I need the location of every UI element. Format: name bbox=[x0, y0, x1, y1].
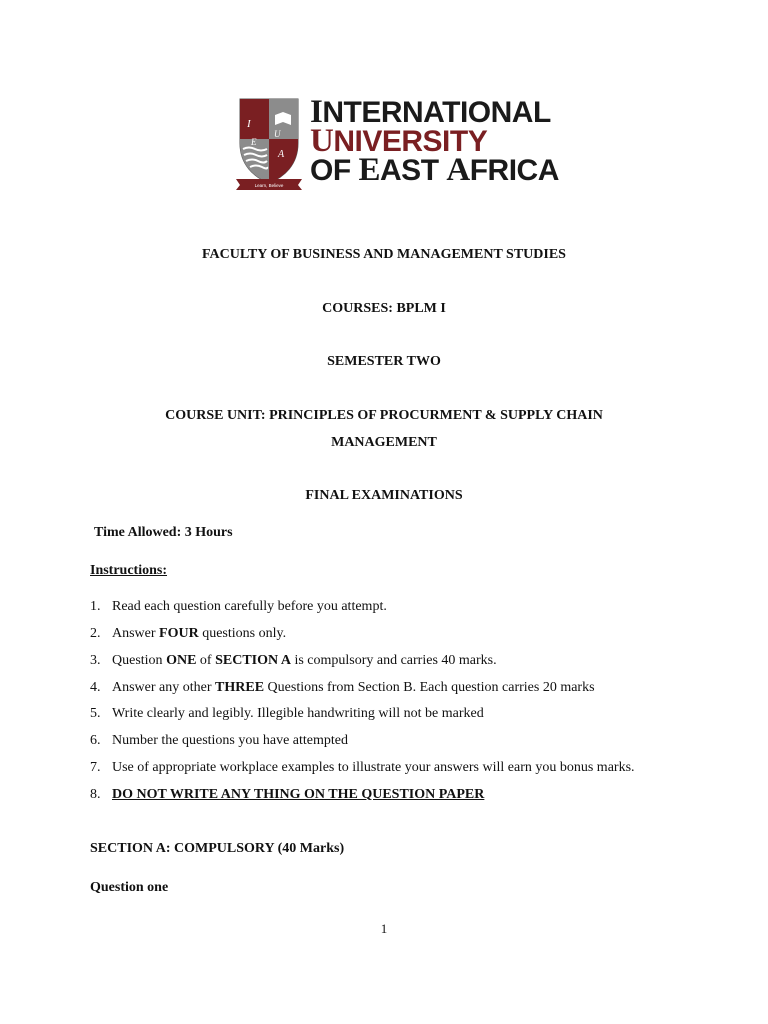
courses-heading: COURSES: BPLM I bbox=[322, 301, 446, 316]
exam-type-heading: FINAL EXAMINATIONS bbox=[305, 488, 463, 503]
instruction-item: 2. Answer FOUR questions only. bbox=[90, 626, 287, 641]
logo-text-university: UNIVERSITY bbox=[310, 123, 488, 159]
instruction-item: 4. Answer any other THREE Questions from Section B. Each question carries 20 marks bbox=[90, 680, 595, 695]
instruction-item: 3. Question ONE of SECTION A is compulsory and carries 40 marks. bbox=[90, 653, 497, 668]
question-one-heading: Question one bbox=[90, 880, 169, 895]
faculty-heading: FACULTY OF BUSINESS AND MANAGEMENT STUDIES bbox=[202, 247, 566, 262]
section-a-heading: SECTION A: COMPULSORY (40 Marks) bbox=[90, 841, 345, 856]
logo-text-of-east-africa: OF EAST AFRICA bbox=[310, 152, 559, 188]
instruction-item: 8. DO NOT WRITE ANY THING ON THE QUESTION PAPER bbox=[90, 787, 485, 802]
instruction-item: 5. Write clearly and legibly. Illegible handwriting will not be marked bbox=[90, 706, 484, 721]
time-allowed: Time Allowed: 3 Hours bbox=[94, 525, 233, 540]
course-unit-heading-line1: COURSE UNIT: PRINCIPLES OF PROCURMENT & SUPPLY CHAIN bbox=[165, 408, 603, 423]
course-unit-heading-line2: MANAGEMENT bbox=[331, 435, 437, 450]
semester-heading: SEMESTER TWO bbox=[327, 354, 441, 369]
logo-text-international: INTERNATIONAL bbox=[310, 94, 551, 130]
crest-letter-a: A bbox=[278, 149, 285, 160]
instruction-item: 6. Number the questions you have attempted bbox=[90, 733, 348, 748]
crest-motto: Learn, Believe bbox=[254, 183, 284, 188]
instruction-item: 1. Read each question carefully before you attempt. bbox=[90, 599, 387, 614]
instructions-heading: Instructions: bbox=[90, 563, 168, 578]
crest-letter-i: I bbox=[247, 118, 251, 130]
crest-letter-e: E bbox=[251, 137, 257, 147]
instruction-item: 7. Use of appropriate workplace examples to illustrate your answers will earn you bonus marks. bbox=[90, 760, 635, 775]
university-crest-icon bbox=[234, 93, 304, 191]
crest-letter-u: U bbox=[274, 129, 281, 139]
university-logo bbox=[234, 93, 559, 193]
page-number: 1 bbox=[380, 921, 388, 936]
